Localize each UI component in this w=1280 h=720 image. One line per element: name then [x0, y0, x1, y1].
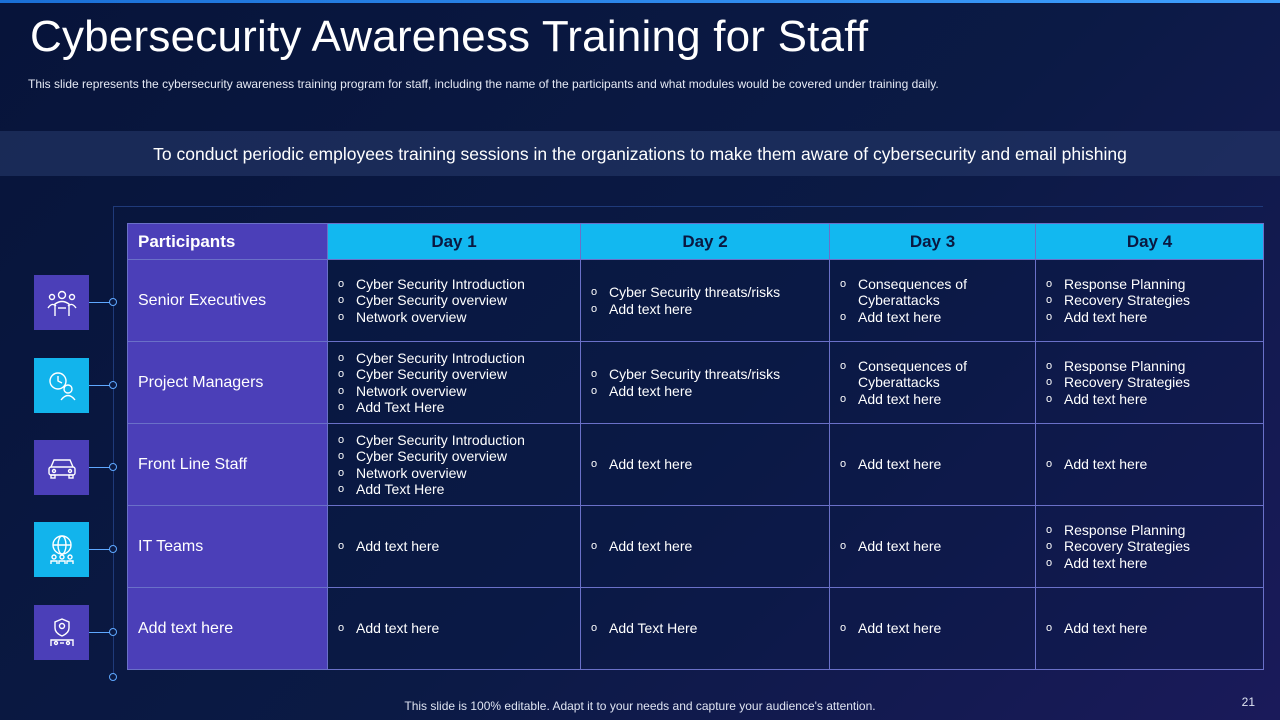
day-4-cell	[1036, 342, 1264, 424]
day-1-cell	[328, 342, 581, 424]
day-2-cell	[581, 506, 830, 588]
frame-top-line	[113, 206, 1263, 207]
table-row	[128, 506, 1264, 588]
module-item: o Recovery Strategies	[1046, 292, 1257, 309]
day-3-cell	[830, 342, 1036, 424]
day-4-cell	[1036, 424, 1264, 506]
module-item: o Add text here	[1046, 391, 1257, 408]
day-3-cell	[830, 424, 1036, 506]
row-connector	[89, 549, 111, 550]
row-connector	[89, 302, 111, 303]
top-accent-line	[0, 0, 1280, 3]
module-item: o Add text here	[1046, 620, 1257, 637]
module-item: o Network overview	[338, 465, 574, 482]
module-item: o Cyber Security overview	[338, 292, 574, 309]
module-item: o Add text here	[840, 391, 1029, 408]
table-row	[128, 424, 1264, 506]
manager-clock-icon	[34, 358, 89, 413]
module-item: o Add text here	[840, 309, 1029, 326]
module-item: o Consequences of Cyberattacks	[840, 276, 1029, 309]
slide-subtitle: This slide represents the cybersecurity awareness training program for staff, including the name of the participants and what modules would be covered under training daily.	[28, 77, 939, 91]
day-4-cell	[1036, 588, 1264, 670]
module-item: o Cyber Security Introduction	[338, 432, 574, 449]
row-connector-dot	[109, 545, 117, 553]
module-item: o Network overview	[338, 309, 574, 326]
module-item: o Add text here	[1046, 309, 1257, 326]
module-item: o Add text here	[840, 620, 1029, 637]
module-item: o Add text here	[591, 383, 823, 400]
row-connector	[89, 467, 111, 468]
module-item: o Add Text Here	[338, 481, 574, 498]
module-item: o Add text here	[840, 538, 1029, 555]
module-item: o Recovery Strategies	[1046, 538, 1257, 555]
header-day-4: Day 4	[1036, 224, 1264, 260]
table-row	[128, 342, 1264, 424]
day-1-cell	[328, 588, 581, 670]
module-item: o Response Planning	[1046, 358, 1257, 375]
module-item: o Add text here	[1046, 456, 1257, 473]
global-team-icon	[34, 522, 89, 577]
day-1-cell	[328, 506, 581, 588]
module-item: o Response Planning	[1046, 522, 1257, 539]
module-item: o Cyber Security threats/risks	[591, 284, 823, 301]
day-3-cell	[830, 588, 1036, 670]
module-item: o Add Text Here	[338, 399, 574, 416]
objective-text: To conduct periodic employees training sessions in the organizations to make them aware of cybersecurity and email phishing	[153, 144, 1127, 164]
participant-name: Project Managers	[128, 342, 328, 424]
secure-user-icon	[34, 605, 89, 660]
header-day-2: Day 2	[581, 224, 830, 260]
module-item: o Add Text Here	[591, 620, 823, 637]
training-schedule-table	[127, 223, 1264, 670]
footer-note: This slide is 100% editable. Adapt it to your needs and capture your audience's attention.	[404, 699, 876, 713]
executive-group-icon	[34, 275, 89, 330]
day-3-cell	[830, 260, 1036, 342]
module-item: o Response Planning	[1046, 276, 1257, 293]
table-header-row	[128, 224, 1264, 260]
module-item: o Network overview	[338, 383, 574, 400]
objective-banner	[0, 131, 1280, 176]
participant-name: Add text here	[128, 588, 328, 670]
day-2-cell	[581, 424, 830, 506]
module-item: o Add text here	[591, 538, 823, 555]
module-item: o Add text here	[338, 620, 574, 637]
page-number: 21	[1241, 695, 1255, 709]
module-item: o Add text here	[591, 301, 823, 318]
row-connector	[89, 632, 111, 633]
day-4-cell	[1036, 260, 1264, 342]
participant-name: IT Teams	[128, 506, 328, 588]
row-connector	[89, 385, 111, 386]
module-item: o Cyber Security Introduction	[338, 276, 574, 293]
module-item: o Add text here	[840, 456, 1029, 473]
car-icon	[34, 440, 89, 495]
header-day-3: Day 3	[830, 224, 1036, 260]
day-2-cell	[581, 342, 830, 424]
participant-name: Front Line Staff	[128, 424, 328, 506]
day-3-cell	[830, 506, 1036, 588]
module-item: o Cyber Security threats/risks	[591, 366, 823, 383]
day-2-cell	[581, 260, 830, 342]
table-row	[128, 260, 1264, 342]
row-connector-dot	[109, 381, 117, 389]
module-item: o Consequences of Cyberattacks	[840, 358, 1029, 391]
module-item: o Cyber Security Introduction	[338, 350, 574, 367]
row-connector-dot	[109, 628, 117, 636]
day-2-cell	[581, 588, 830, 670]
day-1-cell	[328, 424, 581, 506]
module-item: o Cyber Security overview	[338, 448, 574, 465]
header-participants: Participants	[128, 224, 328, 260]
module-item: o Cyber Security overview	[338, 366, 574, 383]
day-4-cell	[1036, 506, 1264, 588]
participant-name: Senior Executives	[128, 260, 328, 342]
header-day-1: Day 1	[328, 224, 581, 260]
row-connector-dot	[109, 298, 117, 306]
module-item: o Add text here	[1046, 555, 1257, 572]
frame-end-dot	[109, 673, 117, 681]
table-row	[128, 588, 1264, 670]
slide-title: Cybersecurity Awareness Training for Staff	[30, 12, 869, 61]
module-item: o Add text here	[591, 456, 823, 473]
module-item: o Recovery Strategies	[1046, 374, 1257, 391]
frame-left-line	[113, 206, 114, 678]
row-connector-dot	[109, 463, 117, 471]
module-item: o Add text here	[338, 538, 574, 555]
day-1-cell	[328, 260, 581, 342]
